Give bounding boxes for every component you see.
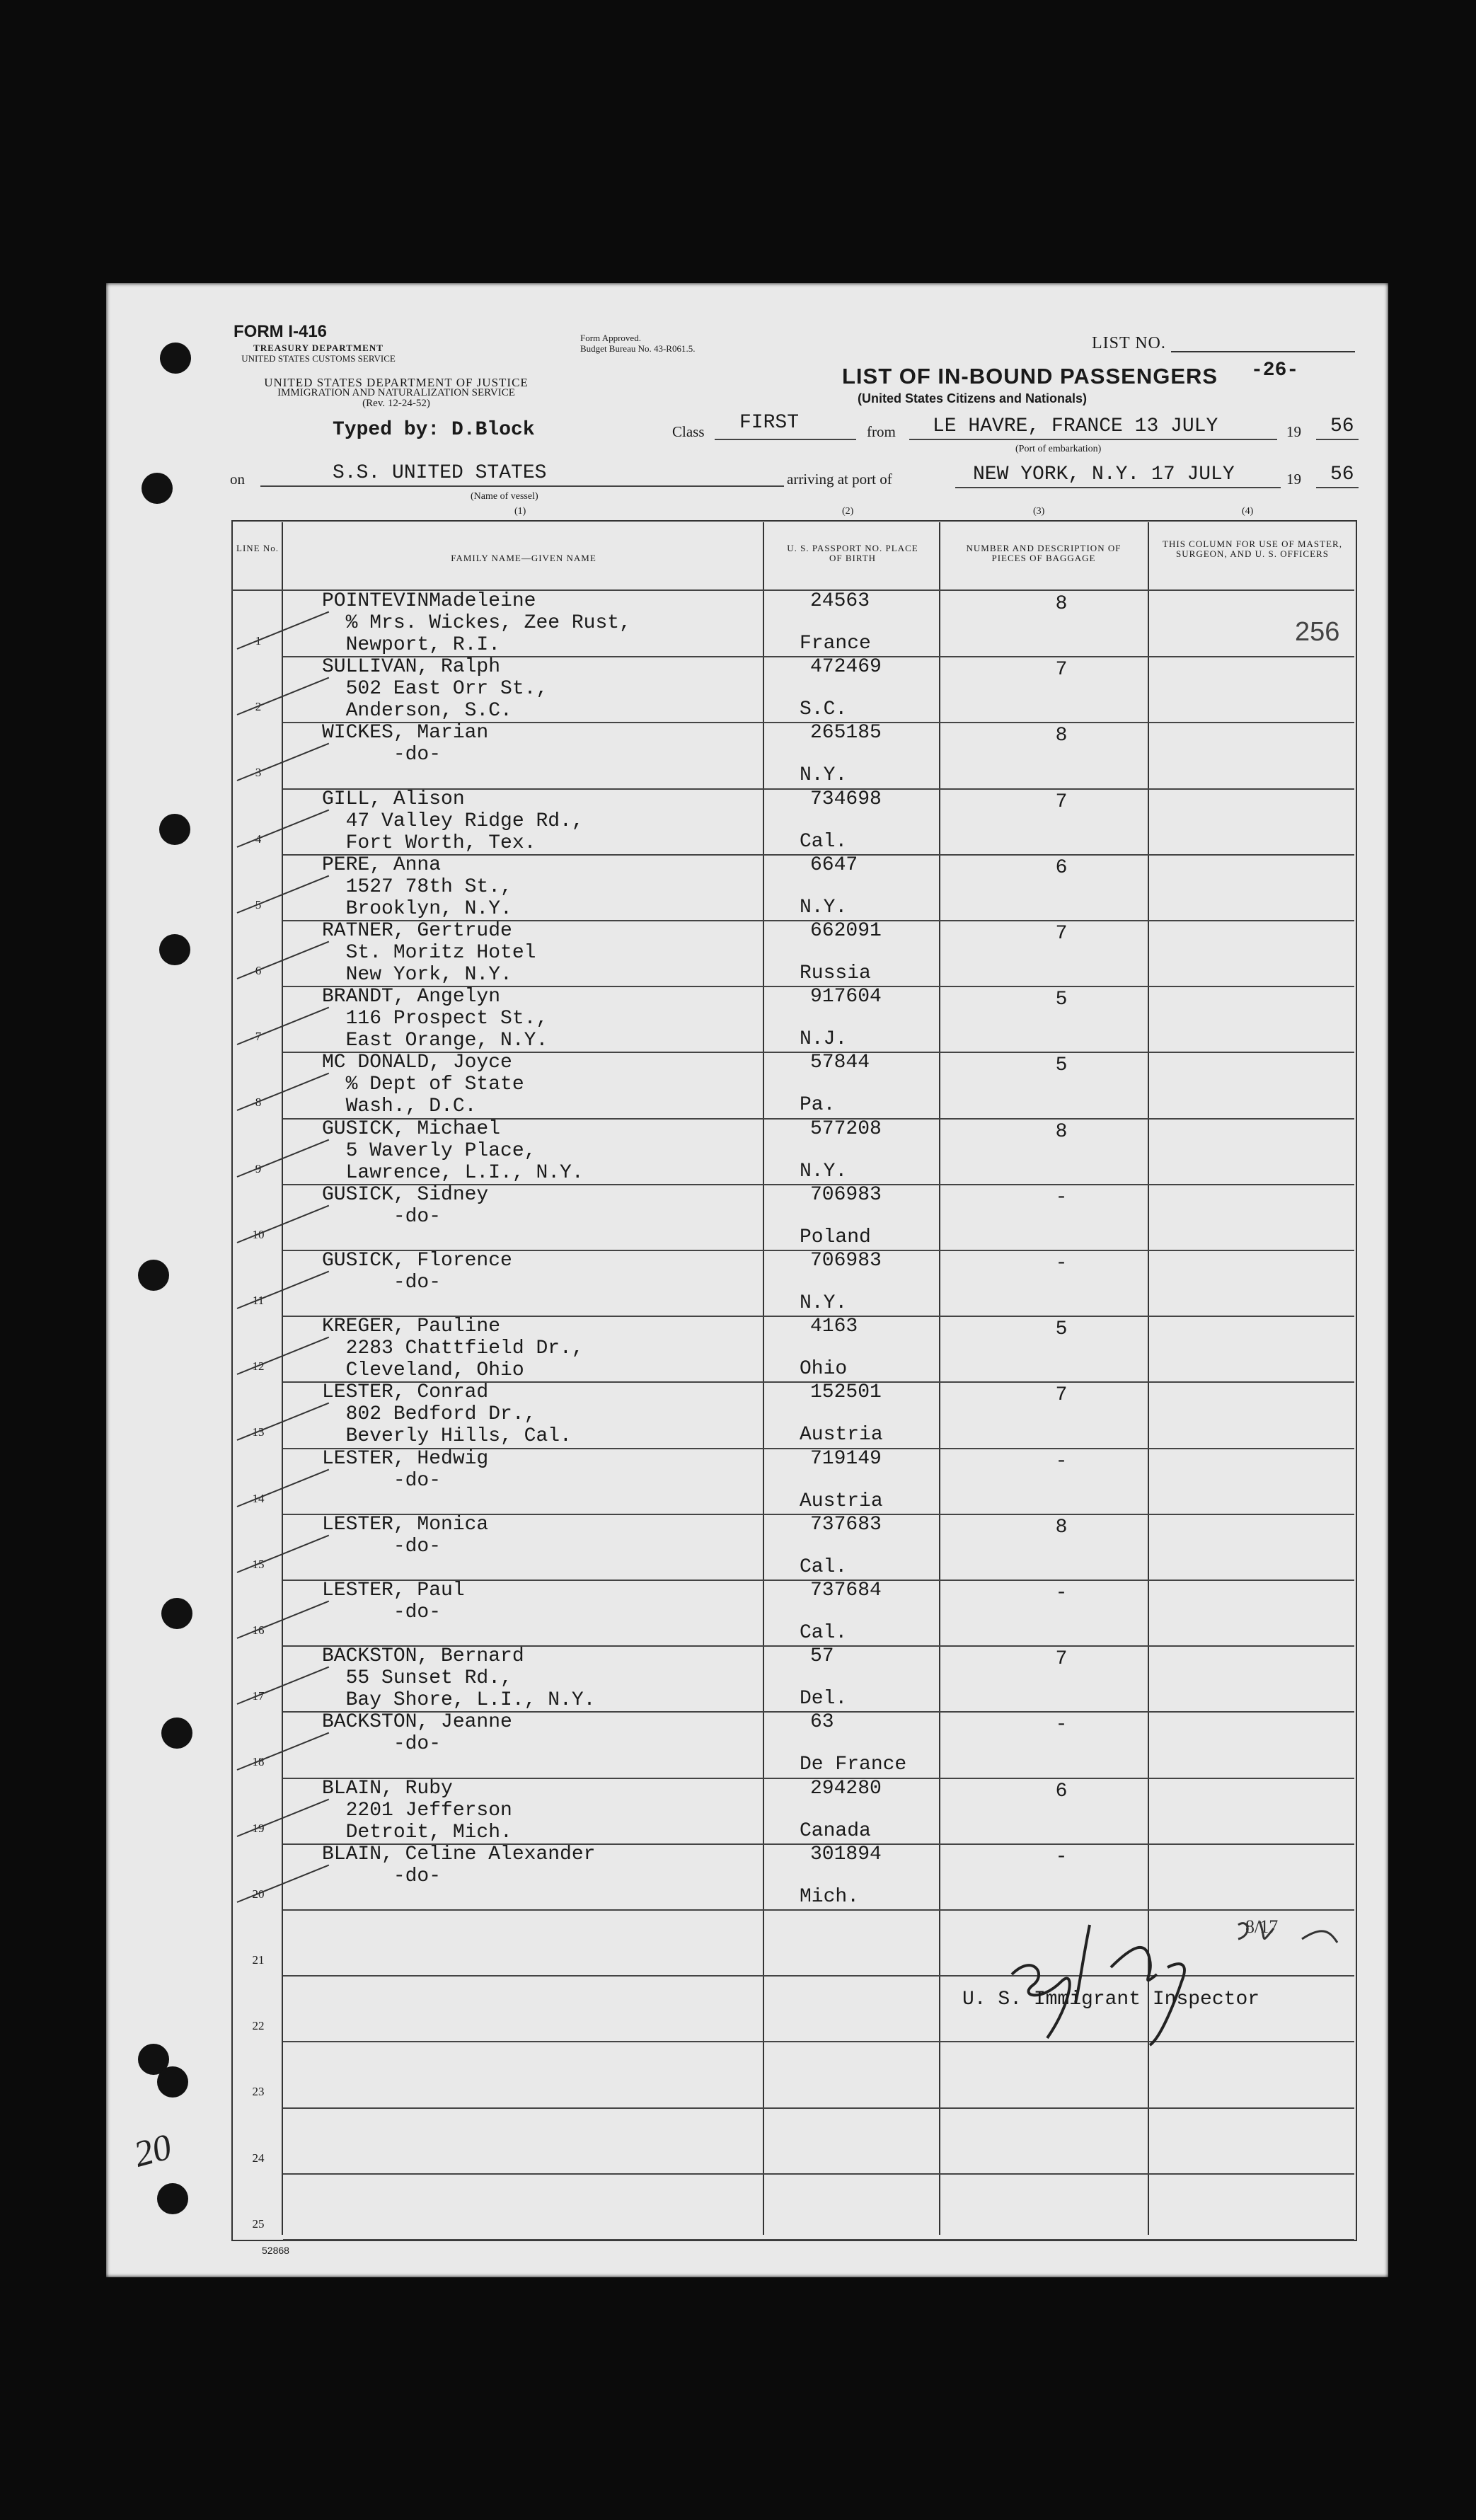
passport-number: 737683 — [810, 1513, 882, 1536]
doj-line3: (Rev. 12-24-52) — [362, 398, 430, 409]
from-year: 56 — [1330, 415, 1354, 437]
line-number: 4 — [255, 832, 262, 846]
place-of-birth: N.Y. — [800, 1292, 848, 1314]
line-number: 14 — [252, 1491, 265, 1505]
passport-number: 719149 — [810, 1447, 882, 1470]
passenger-name: GUSICK, Michael 5 Waverly Place, Lawrence, L.I., N.Y. — [322, 1117, 584, 1184]
class-underline — [715, 439, 856, 440]
form-subtitle: (United States Citizens and Nationals) — [858, 391, 1088, 405]
baggage-count: 5 — [1055, 1054, 1068, 1077]
place-of-birth: N.Y. — [800, 896, 848, 919]
line-number: 16 — [252, 1623, 265, 1637]
header-passport: U. S. PASSPORT NO. PLACE OF BIRTH — [787, 543, 918, 563]
line-number: 3 — [255, 766, 262, 780]
place-of-birth: N.J. — [800, 1028, 848, 1051]
arrival-year-prefix: 19 — [1286, 471, 1301, 488]
from-year-prefix: 19 — [1286, 423, 1301, 440]
place-of-birth: N.Y. — [800, 1160, 848, 1183]
from-label: from — [867, 423, 896, 440]
passenger-name: BRANDT, Angelyn 116 Prospect St., East Orange, N.Y. — [322, 986, 548, 1052]
baggage-count: 5 — [1055, 989, 1068, 1011]
punch-hole — [157, 2066, 188, 2098]
passenger-name: KREGER, Pauline 2283 Chattfield Dr., Cleveland, Ohio — [322, 1316, 584, 1382]
passport-number: 737684 — [810, 1580, 882, 1601]
passenger-name: WICKES, Marian -do- — [322, 722, 489, 766]
punch-hole — [138, 1260, 169, 1291]
passport-number: 294280 — [810, 1777, 882, 1800]
line-number: 24 — [252, 2151, 265, 2165]
header-name: FAMILY NAME—GIVEN NAME — [451, 553, 596, 563]
passenger-name: LESTER, Paul -do- — [322, 1580, 465, 1623]
passport-number: 301894 — [810, 1843, 882, 1865]
vessel-name: S.S. UNITED STATES — [333, 462, 547, 484]
line-number: 7 — [255, 1030, 262, 1044]
baggage-count: 7 — [1055, 1648, 1068, 1671]
header-line-no: LINE No. — [236, 543, 279, 553]
place-of-birth: Russia — [800, 962, 871, 984]
passenger-name: RATNER, Gertrude St. Moritz Hotel New York, N.Y. — [322, 920, 536, 986]
line-number: 8 — [255, 1095, 262, 1110]
form-title: LIST OF IN-BOUND PASSENGERS — [842, 364, 1218, 389]
arrival-year-underline — [1316, 487, 1359, 488]
passport-number: 152501 — [810, 1381, 882, 1404]
punch-hole — [161, 1598, 192, 1629]
line-number: 18 — [252, 1755, 265, 1769]
line-number: 2 — [255, 700, 262, 714]
approved-line2: Budget Bureau No. 43-R061.5. — [580, 343, 696, 354]
line-number: 21 — [252, 1953, 265, 1967]
baggage-count: 7 — [1055, 1384, 1068, 1407]
passenger-name: SULLIVAN, Ralph 502 East Orr St., Anderson, S.C. — [322, 656, 548, 723]
line-number: 10 — [252, 1227, 265, 1241]
place-of-birth: Poland — [800, 1226, 871, 1248]
passenger-name: BLAIN, Ruby 2201 Jefferson Detroit, Mich. — [322, 1777, 512, 1843]
passport-number: 57844 — [810, 1052, 870, 1074]
punch-hole — [159, 934, 190, 965]
baggage-count: - — [1055, 1846, 1068, 1868]
inspector-label: U. S. Immigrant Inspector — [962, 1989, 1260, 2010]
arrival-underline — [955, 487, 1281, 488]
signature-note: 8/17 — [1245, 1916, 1279, 1937]
baggage-count: 6 — [1055, 1780, 1068, 1802]
baggage-count: 7 — [1055, 923, 1068, 945]
punch-hole — [159, 814, 190, 845]
arriving-label: arriving at port of — [787, 471, 892, 488]
place-of-birth: France — [800, 633, 871, 655]
punch-hole — [161, 1718, 192, 1749]
place-of-birth: Ohio — [800, 1358, 848, 1381]
place-of-birth: Cal. — [800, 830, 848, 853]
list-no-value: -26- — [1251, 359, 1299, 381]
baggage-count: - — [1055, 1714, 1068, 1737]
place-of-birth: Austria — [800, 1490, 883, 1512]
baggage-count: 6 — [1055, 856, 1068, 879]
passenger-name: LESTER, Hedwig -do- — [322, 1447, 489, 1492]
col-num-3: (3) — [1033, 506, 1045, 517]
row-divider — [283, 2173, 1354, 2175]
header-baggage: NUMBER AND DESCRIPTION OF PIECES OF BAGGAGE — [966, 543, 1122, 563]
line-number: 12 — [252, 1359, 265, 1374]
line-number: 5 — [255, 897, 262, 911]
arrival-year: 56 — [1330, 464, 1354, 485]
passport-number: 265185 — [810, 722, 882, 744]
baggage-count: - — [1055, 1253, 1068, 1275]
form-number: FORM I-416 — [233, 322, 328, 341]
passport-number: 706983 — [810, 1250, 882, 1272]
line-number: 25 — [252, 2216, 265, 2231]
passport-number: 4163 — [810, 1316, 858, 1338]
baggage-count: 8 — [1055, 593, 1068, 615]
passport-number: 577208 — [810, 1117, 882, 1140]
col-num-1: (1) — [514, 506, 526, 517]
passport-number: 24563 — [810, 590, 870, 612]
treasury-department — [212, 343, 425, 364]
dept-line1: TREASURY DEPARTMENT — [253, 343, 384, 353]
place-of-birth: Pa. — [800, 1094, 836, 1117]
line-number: 1 — [255, 634, 262, 648]
line-number: 15 — [252, 1557, 265, 1571]
officer-mark: 256 — [1295, 617, 1340, 647]
typed-by: Typed by: D.Block — [333, 419, 535, 441]
place-of-birth: Cal. — [800, 1555, 848, 1578]
class-label: Class — [672, 423, 705, 440]
passport-number: 706983 — [810, 1183, 882, 1206]
passenger-name: GILL, Alison 47 Valley Ridge Rd., Fort Worth, Tex. — [322, 788, 584, 854]
baggage-count: 8 — [1055, 725, 1068, 747]
passenger-name: BLAIN, Celine Alexander -do- — [322, 1843, 596, 1887]
passport-number: 57 — [810, 1645, 834, 1668]
line-number: 11 — [252, 1294, 265, 1307]
baggage-count: 7 — [1055, 790, 1068, 813]
vessel-underline — [260, 485, 784, 487]
list-no-label: LIST NO. — [1092, 334, 1166, 352]
passport-number: 63 — [810, 1711, 834, 1734]
passport-number: 662091 — [810, 920, 882, 942]
class-value: FIRST — [739, 412, 800, 434]
passenger-name: GUSICK, Sidney -do- — [322, 1183, 489, 1228]
baggage-count: - — [1055, 1582, 1068, 1604]
passenger-name: POINTEVINMadeleine % Mrs. Wickes, Zee Rust, Newport, R.I. — [322, 590, 631, 656]
punch-hole — [160, 343, 191, 374]
passport-number: 6647 — [810, 853, 858, 876]
passenger-name: BACKSTON, Jeanne -do- — [322, 1711, 512, 1756]
passenger-name: MC DONALD, Joyce % Dept of State Wash., D.C. — [322, 1052, 524, 1118]
row-divider — [283, 2239, 1354, 2240]
baggage-count: 5 — [1055, 1318, 1068, 1341]
baggage-count: 8 — [1055, 1120, 1068, 1143]
passport-number: 917604 — [810, 986, 882, 1008]
arrival-value: NEW YORK, N.Y. 17 JULY — [973, 464, 1235, 485]
col-divider-passport — [939, 522, 940, 2235]
justice-department — [233, 377, 559, 409]
margin-note: 20 — [129, 2127, 176, 2175]
line-number: 20 — [252, 1887, 265, 1901]
line-number: 22 — [252, 2019, 265, 2033]
from-value: LE HAVRE, FRANCE 13 JULY — [933, 415, 1218, 437]
line-number: 6 — [255, 964, 262, 977]
line-number: 23 — [252, 2085, 265, 2099]
place-of-birth: De France — [800, 1754, 907, 1776]
baggage-count: 7 — [1055, 659, 1068, 681]
vessel-note: (Name of vessel) — [471, 491, 538, 502]
punch-hole — [157, 2183, 188, 2214]
passenger-name: LESTER, Conrad 802 Bedford Dr., Beverly Hills, Cal. — [322, 1381, 572, 1448]
row-divider — [283, 2107, 1354, 2109]
inspector-signature — [1005, 1897, 1359, 2052]
from-year-underline — [1316, 439, 1359, 440]
on-label: on — [230, 471, 245, 488]
place-of-birth: Del. — [800, 1688, 848, 1710]
passenger-name: LESTER, Monica -do- — [322, 1513, 489, 1558]
line-number: 17 — [252, 1689, 265, 1703]
place-of-birth: Mich. — [800, 1885, 860, 1908]
place-of-birth: N.Y. — [800, 764, 848, 787]
place-of-birth: S.C. — [800, 698, 848, 721]
passport-number: 472469 — [810, 656, 882, 679]
col-num-4: (4) — [1242, 506, 1254, 517]
baggage-count: 8 — [1055, 1516, 1068, 1538]
col-num-2: (2) — [842, 506, 854, 517]
form-approved — [580, 333, 695, 354]
dept-line2: UNITED STATES CUSTOMS SERVICE — [241, 353, 396, 364]
header-officers: THIS COLUMN FOR USE OF MASTER, SURGEON, AND U. S. OFFICERS — [1163, 539, 1342, 559]
line-number: 9 — [255, 1161, 262, 1175]
passenger-name: BACKSTON, Bernard 55 Sunset Rd., Bay Shore, L.I., N.Y. — [322, 1645, 596, 1712]
list-no-underline — [1171, 351, 1355, 352]
punch-hole — [142, 473, 173, 504]
place-of-birth: Austria — [800, 1424, 883, 1446]
from-underline — [909, 439, 1277, 440]
passenger-name: PERE, Anna 1527 78th St., Brooklyn, N.Y. — [322, 853, 512, 920]
approved-line1: Form Approved. — [580, 333, 641, 343]
col-divider-name — [763, 522, 764, 2235]
passenger-name: GUSICK, Florence -do- — [322, 1250, 512, 1294]
passport-number: 734698 — [810, 788, 882, 810]
form-code: 52868 — [262, 2245, 289, 2256]
place-of-birth: Cal. — [800, 1622, 848, 1644]
line-number: 13 — [252, 1425, 265, 1439]
baggage-count: - — [1055, 1186, 1068, 1209]
baggage-count: - — [1055, 1450, 1068, 1473]
place-of-birth: Canada — [800, 1819, 871, 1842]
line-number: 19 — [252, 1821, 265, 1835]
port-embark-note: (Port of embarkation) — [1015, 444, 1102, 454]
doj-line1: UNITED STATES DEPARTMENT OF JUSTICE — [264, 376, 529, 389]
doj-line2: IMMIGRATION AND NATURALIZATION SERVICE — [277, 387, 515, 398]
